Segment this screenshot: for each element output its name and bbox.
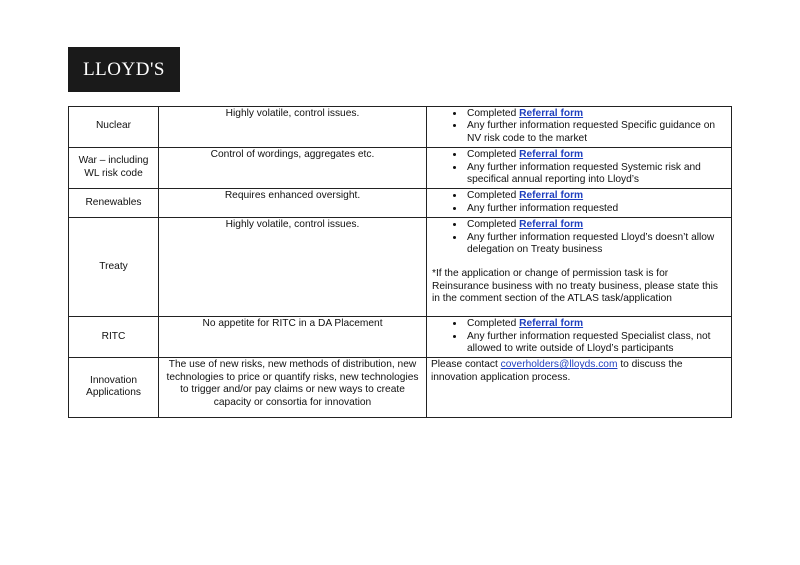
risk-referral-table xyxy=(68,106,732,418)
category-cell: Innovation Applications xyxy=(69,358,159,418)
table-row xyxy=(69,218,732,317)
list-item: • Any further information requested Systemic risk and specifical annual reporting into Lloyd’s xyxy=(465,162,727,187)
description-cell: Highly volatile, control issues. xyxy=(159,218,427,317)
description-cell: The use of new risks, new methods of distribution, new technologies to price or quantify risks, new technologies to trigger and/or pay claims or new ways to create capacity or consortia for innovation xyxy=(159,358,427,418)
category-cell: RITC xyxy=(69,317,159,358)
email-link[interactable]: coverholders@lloyds.com xyxy=(500,359,618,371)
description-cell: Highly volatile, control issues. xyxy=(159,107,427,148)
table-row xyxy=(69,189,732,218)
description-cell: No appetite for RITC in a DA Placement xyxy=(159,317,427,358)
requirements-cell xyxy=(427,148,732,189)
list-item: • Any further information requested Specific guidance on NV risk code to the market xyxy=(465,120,727,145)
contact-text: Please contact coverholders@lloyds.com to discuss the innovation application process. xyxy=(431,359,683,383)
list-item: • Any further information requested Lloyd’s doesn’t allow delegation on Treaty business xyxy=(465,232,727,257)
list-item: • Any further information requested Specialist class, not allowed to write outside of Lloyd’s participants xyxy=(465,331,727,356)
referral-form-link[interactable]: Referral form xyxy=(519,219,584,231)
referral-form-link[interactable]: Referral form xyxy=(519,318,584,330)
category-cell: War – including WL risk code xyxy=(69,148,159,189)
referral-form-link[interactable]: Referral form xyxy=(519,190,584,202)
list-item: • Completed Referral form xyxy=(465,190,727,202)
requirements-cell xyxy=(427,317,732,358)
list-item: • Completed Referral form xyxy=(465,149,727,161)
category-cell: Treaty xyxy=(69,218,159,317)
description-cell: Control of wordings, aggregates etc. xyxy=(159,148,427,189)
category-cell: Nuclear xyxy=(69,107,159,148)
requirements-cell xyxy=(427,107,732,148)
list-item: • Any further information requested xyxy=(465,203,727,215)
requirements-cell xyxy=(427,189,732,218)
table-row xyxy=(69,148,732,189)
referral-form-link[interactable]: Referral form xyxy=(519,149,584,161)
reinsurance-note: *If the application or change of permission task is for Reinsurance business with no treaty business, please state this in the comment section of the ATLAS task/application xyxy=(432,268,718,305)
description-cell: Requires enhanced oversight. xyxy=(159,189,427,218)
category-cell: Renewables xyxy=(69,189,159,218)
list-item: • Completed Referral form xyxy=(465,108,727,120)
referral-form-link[interactable]: Referral form xyxy=(519,108,584,119)
requirements-cell xyxy=(427,218,732,317)
table-row xyxy=(69,358,732,418)
lloyds-logo: LLOYD'S xyxy=(68,47,180,92)
list-item: • Completed Referral form xyxy=(465,318,727,330)
requirements-cell xyxy=(427,358,732,418)
table-row xyxy=(69,107,732,148)
table-row xyxy=(69,317,732,358)
list-item: • Completed Referral form xyxy=(465,219,727,231)
